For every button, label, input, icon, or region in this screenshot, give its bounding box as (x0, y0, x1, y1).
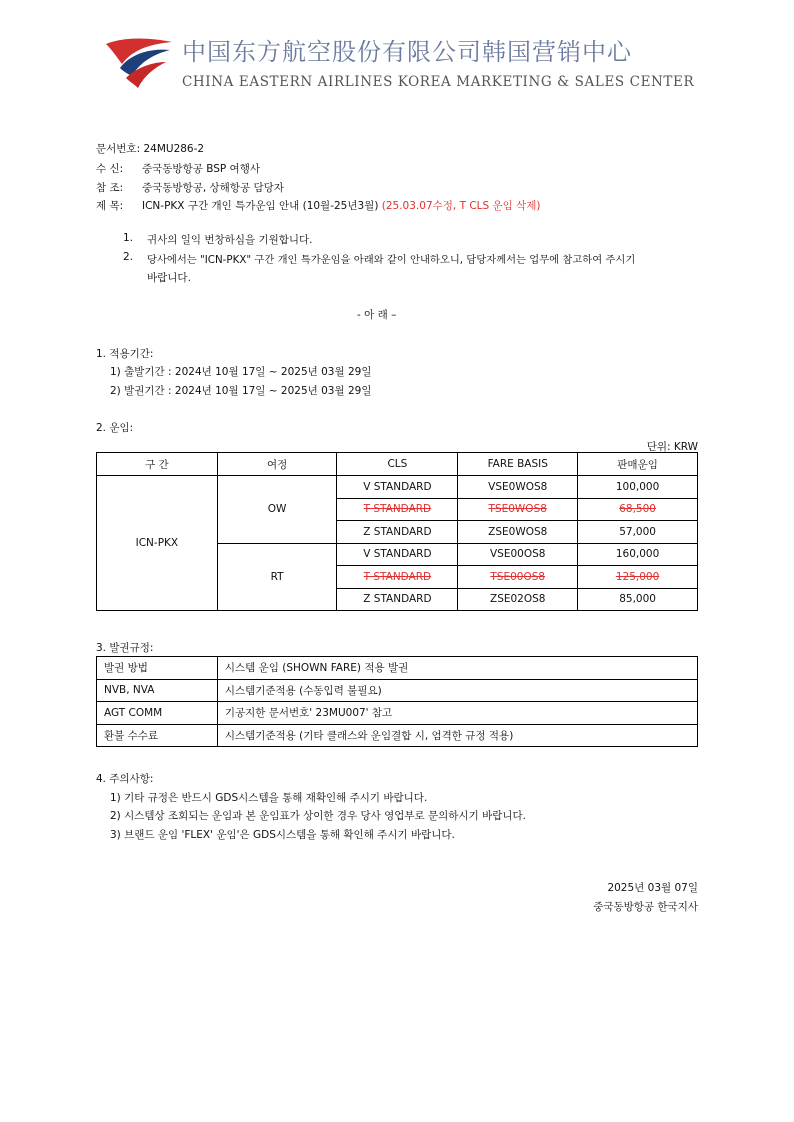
class-cell: Z STANDARD (337, 588, 458, 611)
intro-item-2-line-2: 바랍니다. (147, 272, 191, 284)
header-itinerary: 여정 (217, 453, 337, 476)
intro-item-2-line-1: 당사에서는 "ICN-PKX" 구간 개인 특가운임을 아래와 같이 안내하오니, 담당자께서는 업무에 참고하여 주시기 (147, 254, 636, 266)
intro-item-1-number: 1. (123, 232, 134, 244)
fare-heading: 2. 운임: (96, 422, 134, 434)
header-section: 구 간 (97, 453, 218, 476)
rules-heading: 3. 발권규정: (96, 642, 154, 654)
recipient: 중국동방항공 BSP 여행사 (142, 163, 260, 175)
issue-date: 2025년 03월 07일 (607, 882, 698, 894)
class-cell: Z STANDARD (337, 521, 458, 544)
issue-period: 2) 발권기간 : 2024년 10월 17일 ~ 2025년 03월 29일 (110, 385, 372, 397)
class-cell: V STANDARD (337, 543, 458, 566)
fare-table-header (97, 453, 698, 476)
class-cell: T STANDARD (337, 566, 458, 589)
header-price: 판매운임 (578, 453, 698, 476)
subject-revision-note: (25.03.07수정, T CLS 운임 삭제) (381, 200, 541, 212)
notes-heading: 4. 주의사항: (96, 773, 154, 785)
rule-value: 시스템기준적용 (기타 클래스와 운임결합 시, 엄격한 규정 적용) (217, 724, 697, 747)
document-number-line (96, 141, 204, 156)
currency-unit: 단위: KRW (646, 441, 698, 453)
fare-table (96, 452, 698, 611)
price-cell: 125,000 (578, 566, 698, 589)
rule-value: 기공지한 문서번호' 23MU007' 참고 (217, 702, 697, 725)
header-fare-basis: FARE BASIS (458, 453, 578, 476)
fare-basis-cell: ZSE02OS8 (458, 588, 578, 611)
price-cell: 100,000 (578, 476, 698, 499)
period-heading: 1. 적용기간: (96, 348, 154, 360)
class-cell: V STANDARD (337, 476, 458, 499)
rule-label: 환불 수수료 (97, 724, 218, 747)
table-row (97, 657, 698, 680)
document-number-label: 문서번호: (96, 143, 141, 155)
rule-value: 시스템 운임 (SHOWN FARE) 적용 발권 (217, 657, 697, 680)
note-item-3: 3) 브랜드 운임 'FLEX' 운임'은 GDS시스템을 통해 확인해 주시기 바랍니다. (110, 829, 455, 841)
fare-basis-cell: ZSE0WOS8 (458, 521, 578, 544)
intro-item-1: 귀사의 일익 번창하심을 기원합니다. (147, 234, 313, 246)
subject-line (96, 198, 541, 213)
subject: ICN-PKX 구간 개인 특가운임 안내 (10월-25년3월) (142, 200, 379, 212)
signer: 중국동방항공 한국지사 (593, 901, 698, 913)
fare-basis-cell: TSE0WOS8 (458, 498, 578, 521)
company-english-name: CHINA EASTERN AIRLINES KOREA MARKETING & SALES CENTER (182, 74, 695, 90)
class-cell: T STANDARD (337, 498, 458, 521)
fare-basis-cell: VSE00OS8 (458, 543, 578, 566)
reference: 중국동방항공, 상해항공 담당자 (142, 182, 284, 194)
table-row (97, 679, 698, 702)
fare-basis-cell: TSE00OS8 (458, 566, 578, 589)
table-row (97, 702, 698, 725)
route-cell: ICN-PKX (97, 476, 218, 611)
company-chinese-name: 中国东方航空股份有限公司韩国营销中心 (182, 38, 632, 66)
price-cell: 57,000 (578, 521, 698, 544)
note-item-2: 2) 시스템상 조회되는 운임과 본 운임표가 상이한 경우 당사 영업부로 문의하시기 바랍니다. (110, 810, 526, 822)
recipient-line (96, 161, 260, 176)
table-row (97, 724, 698, 747)
rule-value: 시스템기준적용 (수동입력 불필요) (217, 679, 697, 702)
trip-type-cell: RT (217, 543, 337, 611)
rule-label: 발권 방법 (97, 657, 218, 680)
header-class: CLS (337, 453, 458, 476)
table-row (97, 476, 698, 499)
price-cell: 85,000 (578, 588, 698, 611)
rule-label: NVB, NVA (97, 679, 218, 702)
intro-item-2-number: 2. (123, 251, 134, 263)
document-number: 24MU286-2 (143, 143, 205, 155)
price-cell: 160,000 (578, 543, 698, 566)
recipient-label: 수 신: (96, 163, 124, 175)
reference-label: 참 조: (96, 182, 124, 194)
reference-line (96, 180, 284, 195)
rules-table (96, 656, 698, 747)
departure-period: 1) 출발기간 : 2024년 10월 17일 ~ 2025년 03월 29일 (110, 366, 372, 378)
rule-label: AGT COMM (97, 702, 218, 725)
price-cell: 68,500 (578, 498, 698, 521)
note-item-1: 1) 기타 규정은 반드시 GDS시스템을 통해 재확인해 주시기 바랍니다. (110, 792, 428, 804)
fare-basis-cell: VSE0WOS8 (458, 476, 578, 499)
below-mark: - 아 래 – (357, 309, 397, 321)
china-eastern-swallow-logo (104, 34, 174, 90)
subject-label: 제 목: (96, 200, 124, 212)
trip-type-cell: OW (217, 476, 337, 544)
